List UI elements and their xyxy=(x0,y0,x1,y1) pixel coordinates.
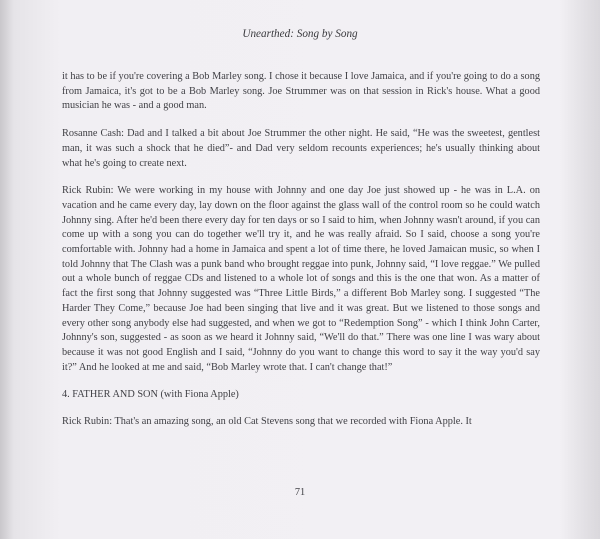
body-text xyxy=(62,70,540,443)
paragraph-rosanne-cash: Rosanne Cash: Dad and I talked a bit about Joe Strummer the other night. He said, “He was the sweetest, gentlest man, it was such a shock that he died”- and Dad very seldom recounts experiences; he's usually thinking about what he's going to create next. xyxy=(62,128,540,169)
paragraph-marley-intro: it has to be if you're covering a Bob Marley song. I chose it because I love Jamaica, and if you're going to do a song from Jamaica, it's got to be a Bob Marley song. Joe Strummer was on that session in Rick's house. What a good musician he was - and a good man. xyxy=(62,71,540,112)
section-heading: 4. FATHER AND SON (with Fiona Apple) xyxy=(62,389,239,401)
paragraph-rick-rubin: Rick Rubin: We were working in my house with Johnny and one day Joe just showed up - he was in L.A. on vacation and he came every day, lay down on the floor against the glass wall of the control room so he could watch Johnny sing. After he'd been there every day for ten days or so I said to him, when Johnny wasn't around, if you can come up with a song you can do together we'll try it, and he was really afraid. So I said, choose a song you're comfortable with. Johnny had a home in Jamaica and spent a lot of time there, he loved Jamaican music, so when I told Johnny that The Clash was a punk band who brought reggae into punk, Johnny said, “I love reggae.” We pulled out a whole bunch of reggae CDs and listened to a whole lot of songs and this is the one that won. As a matter of fact the first song that Johnny suggested was “Three Little Birds,” a different Bob Marley song. I suggested “The Harder They Come,” because Joe had been singing that live and it was great. But we listened to those songs and every other song anybody else had suggested, and when we got to “Redemption Song” - which I think John Carter, Johnny's son, suggested - as soon as we heard it Johnny said, “We'll do that.” There was one line I was wary about because it was not good English and I said, “Johnny do you want to change this word to say it the way you'd say it?” And he looked at me and said, “Bob Marley wrote that. I can't change that!” xyxy=(62,185,540,373)
paragraph-father-and-son: Rick Rubin: That's an amazing song, an old Cat Stevens song that we recorded with Fiona Apple. It xyxy=(62,416,472,428)
page-number: 71 xyxy=(294,487,306,498)
running-header: Unearthed: Song by Song xyxy=(242,28,358,40)
